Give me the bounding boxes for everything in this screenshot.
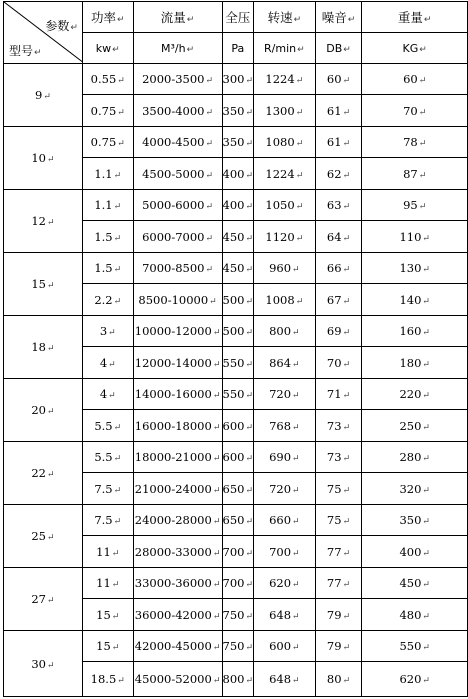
weight-cell: 320↵ — [362, 473, 468, 505]
noise-cell: 61↵ — [315, 95, 362, 127]
pressure-cell: 650↵ — [222, 473, 254, 505]
speed-cell: 1300↵ — [254, 95, 316, 127]
header-diagonal-cell — [4, 2, 83, 64]
noise-cell: 71↵ — [315, 379, 362, 410]
speed-cell: 1008↵ — [254, 284, 316, 316]
table-row — [4, 442, 468, 473]
model-cell: 18↵ — [4, 316, 83, 379]
power-cell: 0.55↵ — [82, 64, 133, 95]
pressure-cell: 400↵ — [222, 190, 254, 221]
speed-cell: 768↵ — [254, 410, 316, 442]
speed-cell: 600↵ — [254, 631, 316, 662]
pressure-cell: 550↵ — [222, 379, 254, 410]
pressure-cell: 650↵ — [222, 505, 254, 536]
unit-flow: M³/h↵ — [133, 33, 222, 64]
power-cell: 1.5↵ — [82, 253, 133, 284]
pressure-cell: 800↵ — [222, 662, 254, 697]
weight-cell: 480↵ — [362, 599, 468, 631]
flow-cell: 7000-8500↵ — [133, 253, 222, 284]
power-cell: 15↵ — [82, 631, 133, 662]
model-cell: 27↵ — [4, 568, 83, 631]
speed-cell: 1080↵ — [254, 127, 316, 158]
table-row — [4, 190, 468, 221]
flow-cell: 21000-24000↵ — [133, 473, 222, 505]
flow-cell: 4000-4500↵ — [133, 127, 222, 158]
pressure-cell: 450↵ — [222, 221, 254, 253]
unit-power: kw↵ — [82, 33, 133, 64]
noise-cell: 60↵ — [315, 64, 362, 95]
pressure-cell: 400↵ — [222, 158, 254, 190]
model-cell: 10↵ — [4, 127, 83, 190]
unit-noise: DB↵ — [315, 33, 362, 64]
weight-cell: 180↵ — [362, 347, 468, 379]
col-header-noise: 噪音↵ — [315, 2, 362, 33]
flow-cell: 36000-42000↵ — [133, 599, 222, 631]
model-label: 型号↵ — [9, 44, 42, 58]
table-row — [4, 64, 468, 95]
weight-cell: 400↵ — [362, 536, 468, 568]
params-label: 参数↵ — [45, 19, 78, 33]
noise-cell: 62↵ — [315, 158, 362, 190]
pressure-cell: 350↵ — [222, 127, 254, 158]
speed-cell: 960↵ — [254, 253, 316, 284]
noise-cell: 64↵ — [315, 221, 362, 253]
power-cell: 2.2↵ — [82, 284, 133, 316]
weight-cell: 130↵ — [362, 253, 468, 284]
pressure-cell: 700↵ — [222, 568, 254, 599]
pressure-cell: 500↵ — [222, 284, 254, 316]
flow-cell: 33000-36000↵ — [133, 568, 222, 599]
pressure-cell: 450↵ — [222, 253, 254, 284]
noise-cell: 69↵ — [315, 316, 362, 347]
flow-cell: 14000-16000↵ — [133, 379, 222, 410]
noise-cell: 63↵ — [315, 190, 362, 221]
speed-cell: 648↵ — [254, 662, 316, 697]
power-cell: 11↵ — [82, 568, 133, 599]
noise-cell: 66↵ — [315, 253, 362, 284]
model-cell: 9↵ — [4, 64, 83, 127]
noise-cell: 67↵ — [315, 284, 362, 316]
speed-cell: 1224↵ — [254, 64, 316, 95]
power-cell: 15↵ — [82, 599, 133, 631]
model-cell: 25↵ — [4, 505, 83, 568]
speed-cell: 720↵ — [254, 379, 316, 410]
power-cell: 4↵ — [82, 379, 133, 410]
speed-cell: 648↵ — [254, 599, 316, 631]
speed-cell: 690↵ — [254, 442, 316, 473]
unit-weight: KG↵ — [362, 33, 468, 64]
weight-cell: 280↵ — [362, 442, 468, 473]
model-cell: 20↵ — [4, 379, 83, 442]
weight-cell: 110↵ — [362, 221, 468, 253]
flow-cell: 6000-7000↵ — [133, 221, 222, 253]
pressure-cell: 350↵ — [222, 95, 254, 127]
speed-cell: 1224↵ — [254, 158, 316, 190]
power-cell: 1.1↵ — [82, 158, 133, 190]
flow-cell: 42000-45000↵ — [133, 631, 222, 662]
flow-cell: 24000-28000↵ — [133, 505, 222, 536]
speed-cell: 720↵ — [254, 473, 316, 505]
power-cell: 7.5↵ — [82, 505, 133, 536]
unit-pressure: Pa — [222, 33, 254, 64]
flow-cell: 3500-4000↵ — [133, 95, 222, 127]
weight-cell: 250↵ — [362, 410, 468, 442]
pressure-cell: 750↵ — [222, 599, 254, 631]
weight-cell: 78↵ — [362, 127, 468, 158]
table-row — [4, 505, 468, 536]
power-cell: 11↵ — [82, 536, 133, 568]
noise-cell: 73↵ — [315, 410, 362, 442]
table-row — [4, 127, 468, 158]
table-row — [4, 631, 468, 662]
noise-cell: 79↵ — [315, 631, 362, 662]
weight-cell: 220↵ — [362, 379, 468, 410]
flow-cell: 10000-12000↵ — [133, 316, 222, 347]
weight-cell: 160↵ — [362, 316, 468, 347]
table-row — [4, 379, 468, 410]
spec-table-body — [4, 64, 468, 697]
unit-speed: R/min↵ — [254, 33, 316, 64]
power-cell: 7.5↵ — [82, 473, 133, 505]
pressure-cell: 300↵ — [222, 64, 254, 95]
power-cell: 4↵ — [82, 347, 133, 379]
speed-cell: 700↵ — [254, 536, 316, 568]
model-cell: 12↵ — [4, 190, 83, 253]
header-row-names — [4, 2, 468, 33]
weight-cell: 87↵ — [362, 158, 468, 190]
weight-cell: 450↵ — [362, 568, 468, 599]
power-cell: 5.5↵ — [82, 442, 133, 473]
col-header-power: 功率↵ — [82, 2, 133, 33]
flow-cell: 8500-10000↵ — [133, 284, 222, 316]
weight-cell: 70↵ — [362, 95, 468, 127]
table-row — [4, 253, 468, 284]
weight-cell: 60↵ — [362, 64, 468, 95]
flow-cell: 12000-14000↵ — [133, 347, 222, 379]
weight-cell: 620↵ — [362, 662, 468, 697]
model-cell: 22↵ — [4, 442, 83, 505]
noise-cell: 75↵ — [315, 473, 362, 505]
table-row — [4, 316, 468, 347]
flow-cell: 4500-5000↵ — [133, 158, 222, 190]
power-cell: 3↵ — [82, 316, 133, 347]
weight-cell: 140↵ — [362, 284, 468, 316]
noise-cell: 61↵ — [315, 127, 362, 158]
flow-cell: 45000-52000↵ — [133, 662, 222, 697]
pressure-cell: 700↵ — [222, 536, 254, 568]
flow-cell: 2000-3500↵ — [133, 64, 222, 95]
noise-cell: 77↵ — [315, 568, 362, 599]
col-header-speed: 转速↵ — [254, 2, 316, 33]
noise-cell: 75↵ — [315, 505, 362, 536]
speed-cell: 1120↵ — [254, 221, 316, 253]
speed-cell: 620↵ — [254, 568, 316, 599]
table-row — [4, 568, 468, 599]
pressure-cell: 750↵ — [222, 631, 254, 662]
speed-cell: 660↵ — [254, 505, 316, 536]
col-header-weight: 重量↵ — [362, 2, 468, 33]
weight-cell: 350↵ — [362, 505, 468, 536]
model-cell: 30↵ — [4, 631, 83, 697]
col-header-pressure: 全压 — [222, 2, 254, 33]
pressure-cell: 500↵ — [222, 316, 254, 347]
power-cell: 5.5↵ — [82, 410, 133, 442]
noise-cell: 73↵ — [315, 442, 362, 473]
speed-cell: 864↵ — [254, 347, 316, 379]
speed-cell: 800↵ — [254, 316, 316, 347]
col-header-flow: 流量↵ — [133, 2, 222, 33]
noise-cell: 77↵ — [315, 536, 362, 568]
fan-spec-table — [3, 1, 468, 697]
speed-cell: 1050↵ — [254, 190, 316, 221]
flow-cell: 18000-21000↵ — [133, 442, 222, 473]
power-cell: 1.1↵ — [82, 190, 133, 221]
power-cell: 1.5↵ — [82, 221, 133, 253]
pressure-cell: 600↵ — [222, 410, 254, 442]
noise-cell: 70↵ — [315, 347, 362, 379]
noise-cell: 80↵ — [315, 662, 362, 697]
flow-cell: 16000-18000↵ — [133, 410, 222, 442]
flow-cell: 28000-33000↵ — [133, 536, 222, 568]
weight-cell: 550↵ — [362, 631, 468, 662]
power-cell: 0.75↵ — [82, 95, 133, 127]
power-cell: 18.5↵ — [82, 662, 133, 697]
power-cell: 0.75↵ — [82, 127, 133, 158]
pressure-cell: 600↵ — [222, 442, 254, 473]
pressure-cell: 550↵ — [222, 347, 254, 379]
noise-cell: 79↵ — [315, 599, 362, 631]
flow-cell: 5000-6000↵ — [133, 190, 222, 221]
weight-cell: 95↵ — [362, 190, 468, 221]
model-cell: 15↵ — [4, 253, 83, 316]
